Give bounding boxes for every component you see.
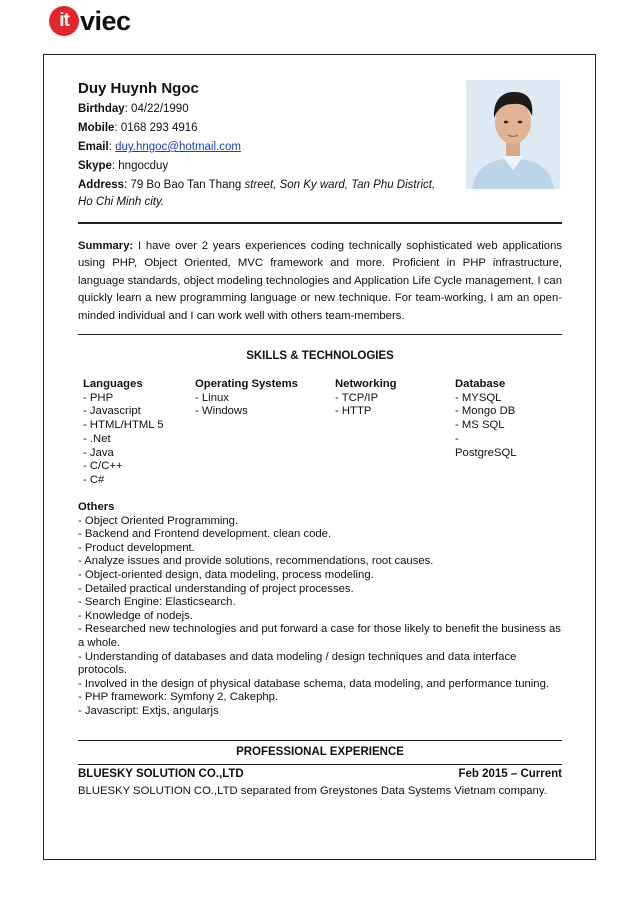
header-divider xyxy=(78,222,562,224)
skill-heading: Languages xyxy=(83,378,143,390)
skill-item: PostgreSQL xyxy=(455,446,517,459)
mobile-label: Mobile xyxy=(78,122,115,134)
mobile-value: 0168 293 4916 xyxy=(120,122,198,134)
skill-column-networking xyxy=(335,378,397,419)
skill-column-database xyxy=(455,378,517,460)
profile-photo xyxy=(466,80,560,189)
address-part2: street, Son Ky ward, Tan Phu District, xyxy=(244,179,436,191)
birthday-value: 04/22/1990 xyxy=(131,103,189,115)
summary-divider xyxy=(78,334,562,335)
skill-heading: Database xyxy=(455,378,506,390)
company-description: BLUESKY SOLUTION CO.,LTD separated from Greystones Data Systems Vietnam company. xyxy=(78,785,547,797)
summary-block xyxy=(78,238,562,325)
skill-item: - Mongo DB xyxy=(455,405,516,418)
others-item: - Object Oriented Programming. xyxy=(78,514,239,527)
company-row xyxy=(78,768,562,780)
mobile-line: Mobile: 0168 293 4916 xyxy=(78,122,198,134)
summary-text: I have over 2 years experiences coding technically sophisticated web applications using PHP, Object Oriented, MVC framework and more. Proficient in PHP infrastructure, language standards, object modeling technologies and Application Life Cycle management. I can quickly learn a new programming language or new technique. For team-working, I am an open-minded individual and I can work well with others team-members. xyxy=(78,240,562,322)
skill-heading: Operating Systems xyxy=(195,378,298,390)
candidate-name: Duy Huynh Ngoc xyxy=(78,80,199,97)
skill-column-os xyxy=(195,378,298,419)
email-label: Email xyxy=(78,141,109,153)
others-item: - Involved in the design of physical database schema, data modeling, and performance tuning. xyxy=(78,677,549,690)
skill-item: - C/C++ xyxy=(83,460,123,473)
email-link[interactable]: duy.hngoc@hotmail.com xyxy=(115,141,241,153)
others-item: - Researched new technologies and put forward a case for those likely to benefit the business as a whole. xyxy=(78,623,561,649)
skill-item: - MYSQL xyxy=(455,391,502,404)
others-item: - Analyze issues and provide solutions, recommendations, root causes. xyxy=(78,555,434,568)
skill-item: - MS SQL xyxy=(455,419,505,432)
others-item: - Understanding of databases and data modeling / design techniques and data interface protocols. xyxy=(78,650,517,677)
email-line: Email: duy.hngoc@hotmail.com xyxy=(78,141,241,153)
others-item: - PHP framework: Symfony 2, Cakephp. xyxy=(78,691,279,704)
address-part1: 79 Bo Bao Tan Thang xyxy=(130,179,245,191)
skill-item: - Java xyxy=(83,446,114,459)
skill-heading: Networking xyxy=(335,378,397,390)
skill-column-languages xyxy=(83,378,164,488)
birthday-label: Birthday xyxy=(78,103,125,115)
skype-label: Skype xyxy=(78,160,112,172)
skill-item: - xyxy=(455,432,459,445)
skill-item: - Javascript xyxy=(83,405,141,418)
address-label: Address xyxy=(78,179,125,191)
itviec-logo xyxy=(49,4,131,38)
person-photo-icon xyxy=(466,80,560,189)
others-heading: Others xyxy=(78,501,115,513)
others-item: - Detailed practical understanding of project processes. xyxy=(78,582,354,595)
skype-line: Skype: hngocduy xyxy=(78,160,169,172)
skill-item: - TCP/IP xyxy=(335,391,379,404)
skill-item: - Windows xyxy=(195,405,248,418)
others-item: - Backend and Frontend development. clean code. xyxy=(78,528,332,541)
others-item: - Object-oriented design, data modeling, process modeling. xyxy=(78,568,374,581)
others-block xyxy=(78,501,562,719)
address-line-2 xyxy=(78,195,164,209)
skills-title: SKILLS & TECHNOLOGIES xyxy=(246,350,394,362)
company-name: BLUESKY SOLUTION CO.,LTD xyxy=(78,768,244,780)
experience-divider-top xyxy=(78,740,562,741)
company-period: Feb 2015 – Current xyxy=(458,768,562,780)
skill-item: - Linux xyxy=(195,391,229,404)
logo-circle: it xyxy=(49,6,79,36)
skill-item: - PHP xyxy=(83,391,114,404)
summary-label: Summary: xyxy=(78,240,134,252)
others-item: - Product development. xyxy=(78,541,195,554)
skype-value: hngocduy xyxy=(118,160,169,172)
birthday-line: Birthday: 04/22/1990 xyxy=(78,103,189,115)
others-item: - Javascript: Extjs, angularjs xyxy=(78,704,219,717)
others-item: - Search Engine: Elasticsearch. xyxy=(78,596,236,609)
experience-divider-bottom xyxy=(78,764,562,765)
address-city: Ho Chi Minh city. xyxy=(78,196,165,208)
skill-item: - C# xyxy=(83,473,105,486)
logo-word: viec xyxy=(80,6,131,36)
others-item: - Knowledge of nodejs. xyxy=(78,609,193,622)
address-line: Address: 79 Bo Bao Tan Thang street, Son Ky ward, Tan Phu District, xyxy=(78,179,436,191)
experience-title: PROFESSIONAL EXPERIENCE xyxy=(236,746,404,758)
skill-item: - HTTP xyxy=(335,405,372,418)
skill-item: - .Net xyxy=(83,432,111,445)
skill-item: - HTML/HTML 5 xyxy=(83,419,164,432)
